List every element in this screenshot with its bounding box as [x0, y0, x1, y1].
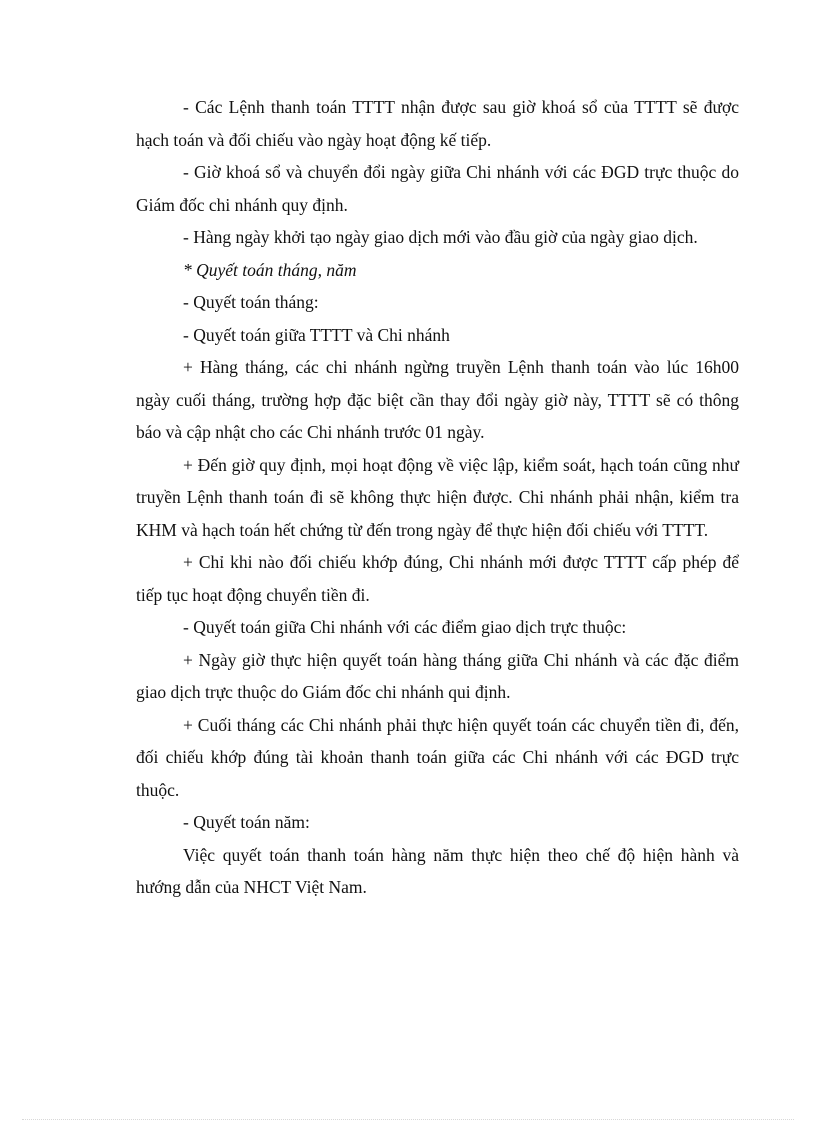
- paragraph-monthly-stop-transmission: + Hàng tháng, các chi nhánh ngừng truyền Lệnh thanh toán vào lúc 16h00 ngày cuối tháng, trường hợp đặc biệt cần thay đổi ngày giờ này, TTTT sẽ có thông báo và cập nhật cho các Chi nhánh trước 01 ngày.: [136, 357, 739, 442]
- paragraph-branch-points-settlement: - Quyết toán giữa Chi nhánh với các điểm giao dịch trực thuộc:: [183, 617, 627, 637]
- paragraph-monthly-settlement: - Quyết toán tháng:: [183, 292, 319, 312]
- paragraph-reconciliation-permit: + Chỉ khi nào đối chiếu khớp đúng, Chi nhánh mới được TTTT cấp phép để tiếp tục hoạt động chuyển tiền đi.: [136, 552, 739, 605]
- paragraph-cutoff-operations: + Đến giờ quy định, mọi hoạt động về việc lập, kiểm soát, hạch toán cũng như truyền Lệnh thanh toán đi sẽ không thực hiện được. Chi nhánh phải nhận, kiểm tra KHM và hạch toán hết chứng từ đến trong ngày để thực hiện đối chiếu với TTTT.: [136, 454, 739, 540]
- paragraph-settlement-schedule: + Ngày giờ thực hiện quyết toán hàng tháng giữa Chi nhánh và các đặc điểm giao dịch trực thuộc do Giám đốc chi nhánh qui định.: [136, 649, 739, 702]
- document-body: [136, 91, 739, 904]
- paragraph-daily-initialization: - Hàng ngày khởi tạo ngày giao dịch mới vào đầu giờ của ngày giao dịch.: [183, 227, 698, 247]
- paragraph-yearly-settlement-detail: Việc quyết toán thanh toán hàng năm thực hiện theo chế độ hiện hành và hướng dẫn của NHCT Việt Nam.: [136, 844, 739, 897]
- paragraph-month-end-settlement: + Cuối tháng các Chi nhánh phải thực hiện quyết toán các chuyển tiền đi, đến, đối chiếu khớp đúng tài khoản thanh toán giữa các Chi nhánh với các ĐGD trực thuộc.: [136, 714, 739, 800]
- paragraph-settlement-after-cutoff: - Các Lệnh thanh toán TTTT nhận được sau giờ khoá sổ của TTTT sẽ được hạch toán và đối chiếu vào ngày hoạt động kế tiếp.: [136, 97, 739, 150]
- section-heading-monthly-yearly: * Quyết toán tháng, năm: [183, 259, 357, 280]
- paragraph-cutoff-time-branch: - Giờ khoá sổ và chuyển đổi ngày giữa Chi nhánh với các ĐGD trực thuộc do Giám đốc chi nhánh quy định.: [136, 162, 739, 215]
- paragraph-tttt-branch-settlement: - Quyết toán giữa TTTT và Chi nhánh: [183, 324, 450, 345]
- paragraph-yearly-settlement: - Quyết toán năm:: [183, 812, 310, 832]
- page-bottom-divider: [22, 1119, 794, 1120]
